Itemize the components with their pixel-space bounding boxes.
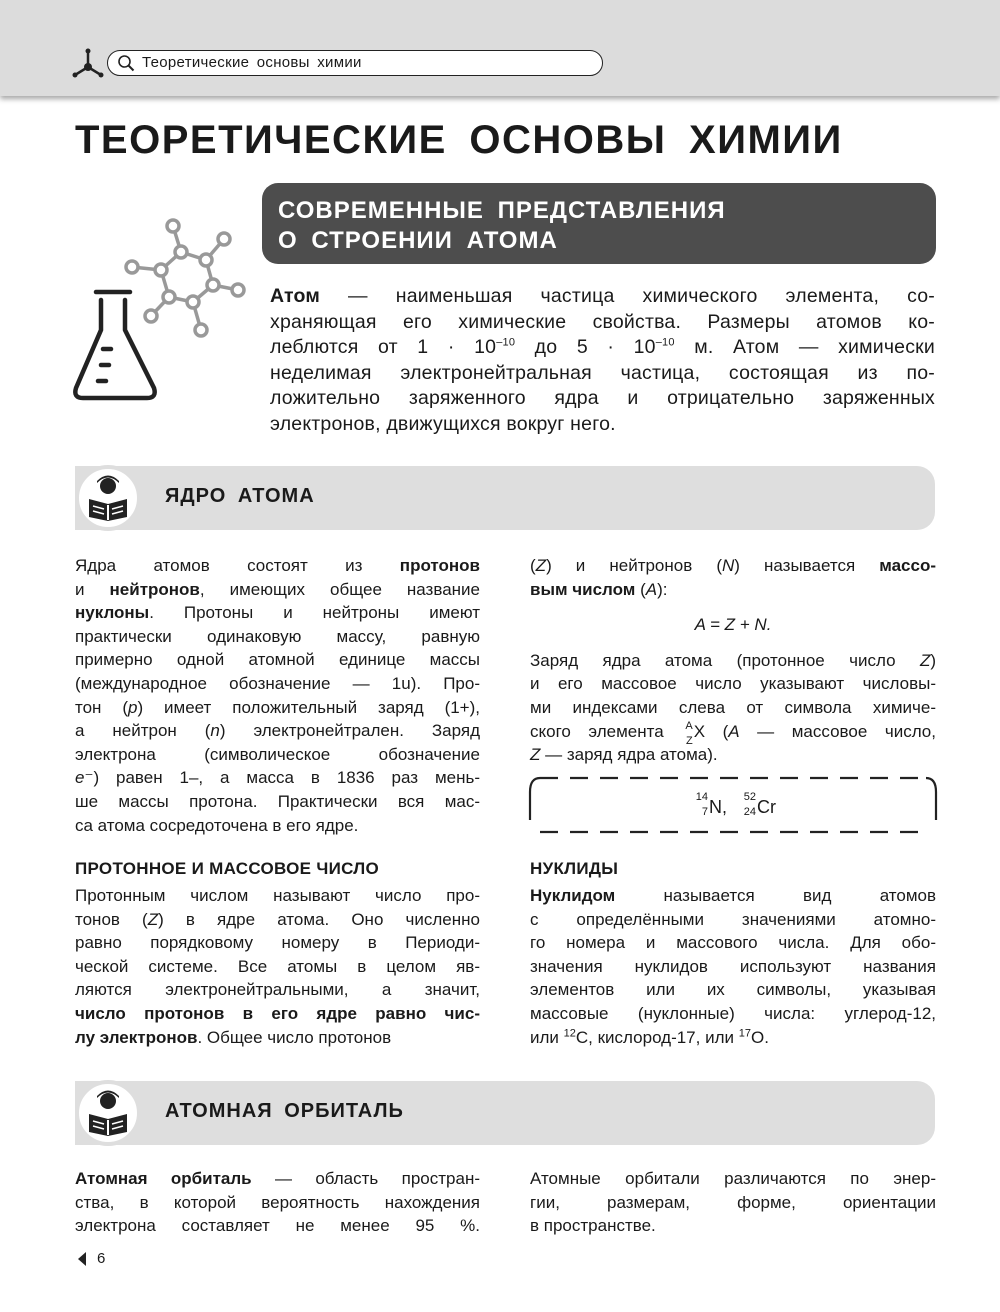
text-line: или $^{12}$C, кислород-17, или $^{17}$O. xyxy=(530,1026,769,1047)
search-bar[interactable] xyxy=(107,50,603,76)
orbital-right-column xyxy=(530,1167,936,1238)
text-line: нуклоны. Протоны и нейтроны имеют xyxy=(75,603,480,623)
text-line: лу электронов. Общее число протонов xyxy=(75,1027,392,1047)
text-line: Ядра атомов состоят из протонов xyxy=(75,556,480,575)
nucleus-right-column xyxy=(530,554,936,767)
subhead-proton-mass-number: ПРОТОННОЕ И МАССОВОЕ ЧИСЛО xyxy=(75,859,379,878)
term-atom: Атом xyxy=(270,285,320,307)
reader-badge xyxy=(75,465,141,531)
intro-text: электронов, движущихся вокруг него. xyxy=(270,412,616,435)
intro-text: храняющая его химические свойства. Размеры атомов ко- xyxy=(270,310,935,333)
page-number: 6 xyxy=(97,1250,106,1267)
text-line: значения нуклидов используют названия xyxy=(530,956,936,976)
text-line: ми индексами слева от символа химиче- xyxy=(530,697,936,717)
text-line: гии, размерам, форме, ориентации xyxy=(530,1192,936,1212)
text-line: практически одинаковую массу, равную xyxy=(75,626,480,646)
text-line: ческой системе. Все атомы в целом яв- xyxy=(75,956,480,976)
text-line: Атомная орбиталь — область простран- xyxy=(75,1169,480,1188)
text-line: электрона составляет не менее 95 %. xyxy=(75,1216,480,1236)
text-line: ше массы протона. Практически вся мас- xyxy=(75,791,480,811)
text-line: (международное обозначение — 1u). Про- xyxy=(75,673,480,693)
text-line: Протонным числом называют число про- xyxy=(75,886,480,905)
text-line: элементов или их символы, указывая xyxy=(530,980,936,1000)
text-line: e⁻) равен 1–, а масса в 1836 раз мень- xyxy=(75,768,480,788)
page-title: ТЕОРЕТИЧЕСКИЕ ОСНОВЫ ХИМИИ xyxy=(75,118,843,162)
intro-text: ложительно заряженного ядра и отрицательно заряженных xyxy=(270,387,935,409)
flask-molecule-illustration xyxy=(68,212,258,408)
nucleus-left-column xyxy=(75,554,480,837)
page-back-arrow-icon[interactable] xyxy=(78,1252,86,1266)
text-line: а нейтрон (n) электронейтрален. Заряд xyxy=(75,721,480,741)
text-line: са атома сосредоточена в его ядре. xyxy=(75,815,359,835)
proton-number-paragraph xyxy=(75,884,480,1049)
reading-person-icon xyxy=(79,1084,137,1142)
text-line-bold: число протонов в его ядре равно чис- xyxy=(75,1003,480,1023)
text-line: (Z) и нейтронов (N) называется массо- xyxy=(530,556,936,575)
text-line: равно порядковому номеру в Периоди- xyxy=(75,933,480,953)
text-line: в пространстве. xyxy=(530,1216,656,1236)
intro-text: — наименьшая частица химического элемента, со- xyxy=(348,285,936,307)
isotope-notation: A Z xyxy=(685,720,693,748)
mass-number-formula: A = Z + N. xyxy=(694,615,772,635)
topic-title-orbital: АТОМНАЯ ОРБИТАЛЬ xyxy=(165,1100,404,1122)
orbital-left-column xyxy=(75,1167,480,1238)
text-line: Атомные орбитали различаются по энер- xyxy=(530,1169,936,1188)
text-line: и нейтронов, имеющих общее название xyxy=(75,579,480,599)
text-line: Нуклидом называется вид атомов xyxy=(530,886,936,905)
text-line: Заряд ядра атома (протонное число Z) xyxy=(530,650,936,670)
reader-badge xyxy=(75,1080,141,1146)
text-line: с определёнными значениями атомно- xyxy=(530,909,936,929)
text-line: вым числом (A): xyxy=(530,579,668,599)
search-text: Теоретические основы химии xyxy=(142,54,362,71)
text-line: и его массовое число указывают числовы- xyxy=(530,674,936,694)
text-line: тонов (Z) в ядре атома. Оно численно xyxy=(75,909,480,929)
text-line-isotope: ского элемента A Z X (A — массовое число, xyxy=(530,720,936,748)
nuclides-paragraph xyxy=(530,884,936,1049)
section-title-line1: СОВРЕМЕННЫЕ ПРЕДСТАВЛЕНИЯ xyxy=(278,197,726,224)
text-line: Z — заряд ядра атома). xyxy=(530,745,718,765)
subhead-nuclides: НУКЛИДЫ xyxy=(530,859,619,878)
reading-person-icon xyxy=(79,469,137,527)
intro-text: неделимая электронейтральная частица, состоящая из по- xyxy=(270,361,935,384)
text-line: тон (p) имеет положительный заряд (1+), xyxy=(75,697,480,717)
text-line: массовые (нуклонные) числа: углерод-12, xyxy=(530,1003,936,1023)
intro-text-sizes: леблются от $1 \cdot 10^{-10}$ до $5 \cdot 10^{-10}$ м. Атом — химически xyxy=(270,336,935,358)
text-line: ства, в которой вероятность нахождения xyxy=(75,1192,480,1212)
text-line: го номера и массового числа. Для обо- xyxy=(530,933,936,953)
nuclide-example: 14 7 N, 52 24 Cr xyxy=(695,791,777,818)
text-line: электрона (символическое обозначение xyxy=(75,744,480,764)
section-title-line2: О СТРОЕНИИ АТОМА xyxy=(278,227,558,254)
search-icon xyxy=(117,54,135,72)
topic-title-nucleus: ЯДРО АТОМА xyxy=(165,485,315,507)
section-banner xyxy=(262,183,936,264)
topic-bar-nucleus xyxy=(75,466,935,530)
molecule-logo-icon xyxy=(72,47,104,79)
intro-paragraph xyxy=(270,284,935,437)
topic-bar-orbital xyxy=(75,1081,935,1145)
text-line: ляются электронейтральными, а значит, xyxy=(75,980,480,1000)
text-line: примерно одной атомной единице массы xyxy=(75,650,480,670)
header-band xyxy=(0,0,1000,96)
